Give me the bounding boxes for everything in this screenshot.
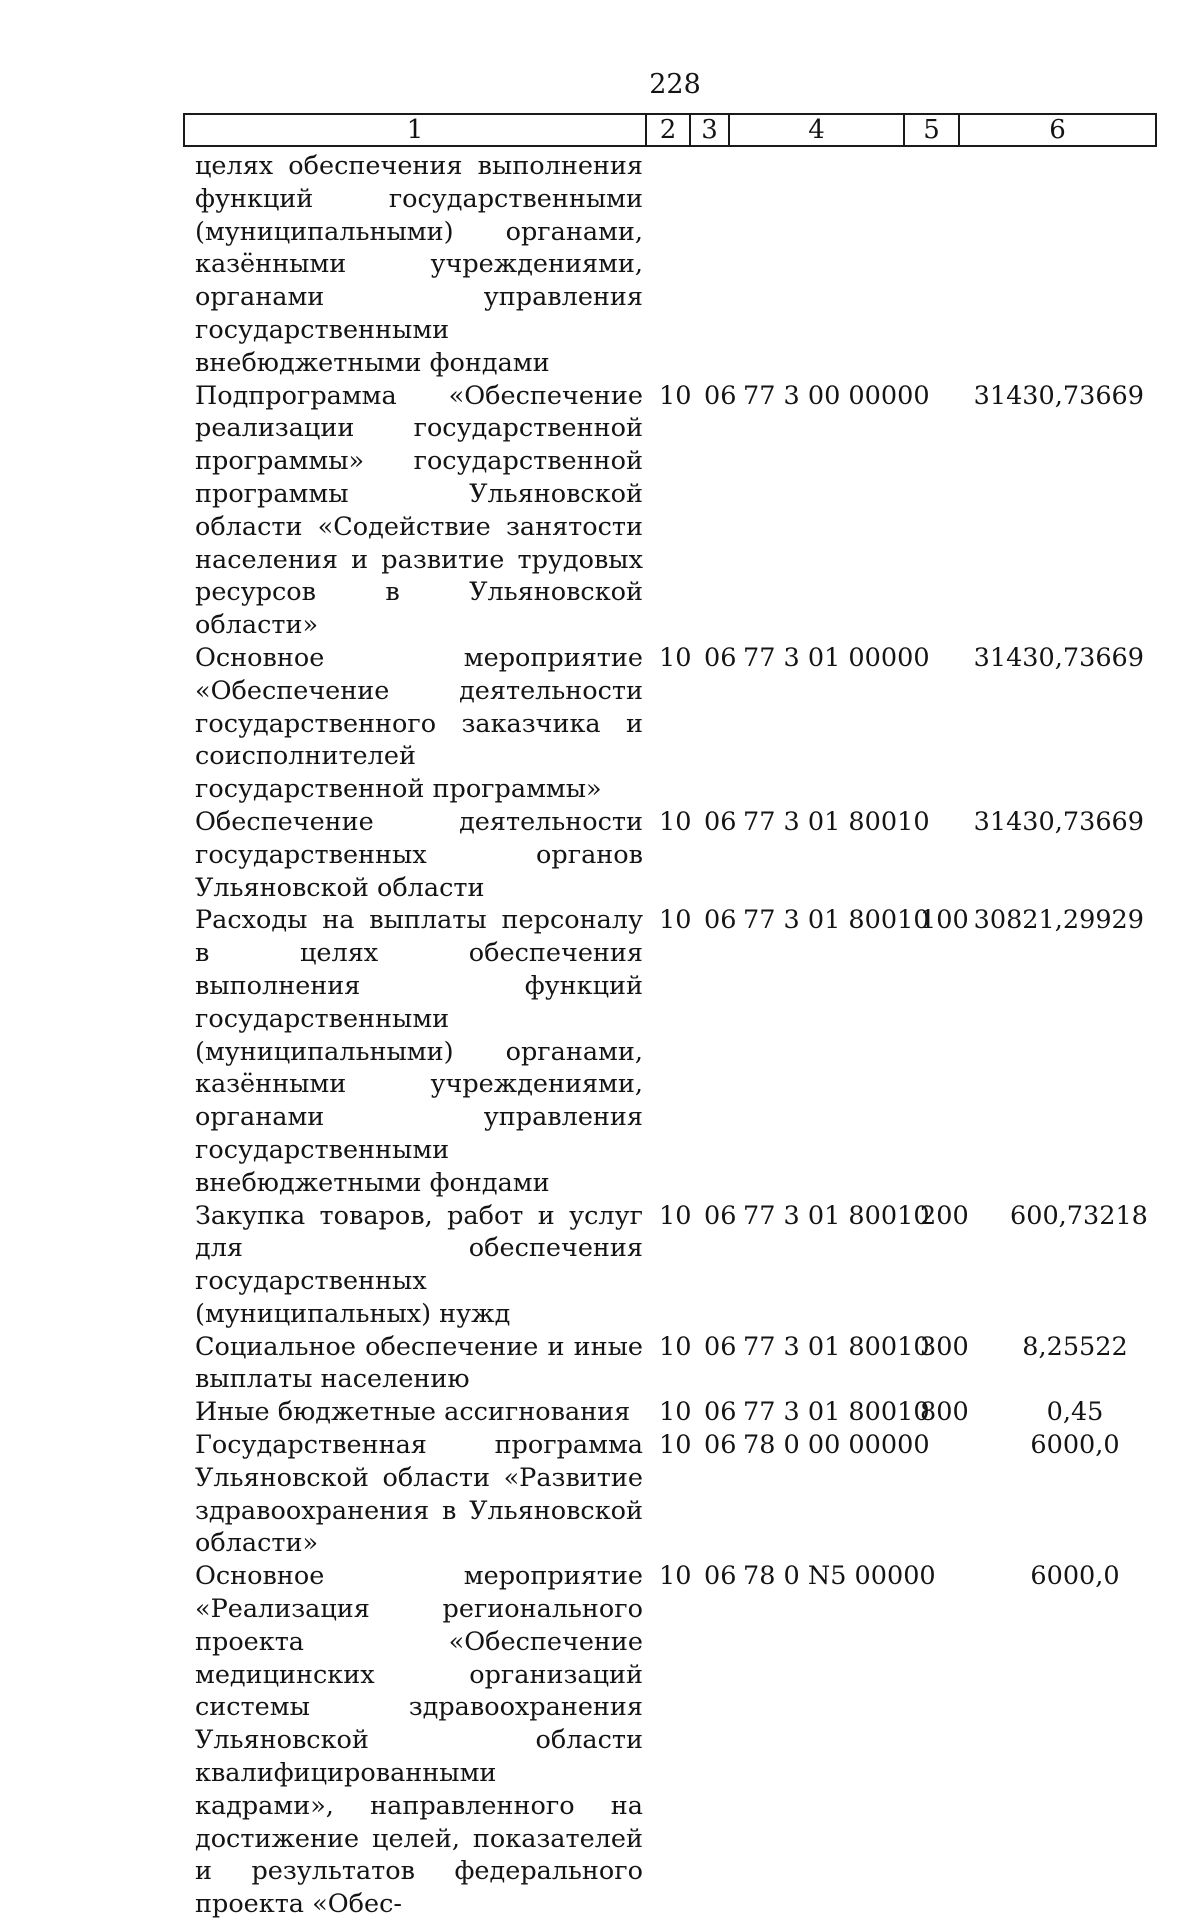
- row-sum: 600,73218: [1010, 1200, 1148, 1231]
- row-name: Иные бюджетные ассигнования: [195, 1397, 631, 1428]
- row-sum: 6000,0: [1030, 1561, 1120, 1592]
- row-razdel: 10: [659, 1397, 692, 1428]
- row-razdel: 10: [659, 1561, 692, 1592]
- column-header-table: [183, 113, 1157, 147]
- row-razdel: 10: [659, 806, 692, 837]
- row-name: Основное мероприятие «Обеспечение деятельности государственного заказчика и соисполнителей государственной программы»: [195, 642, 643, 805]
- table-row: [0, 1396, 1200, 1429]
- table-row: [0, 380, 1200, 642]
- table-row: [0, 806, 1200, 904]
- row-razdel: 10: [659, 1200, 692, 1231]
- row-sum: 31430,73669: [973, 806, 1144, 837]
- row-podrazdel: 06: [704, 380, 737, 411]
- column-header-2: 2: [646, 114, 690, 146]
- budget-table-body: [0, 150, 1200, 1921]
- row-sum: 31430,73669: [973, 380, 1144, 411]
- row-razdel: 10: [659, 642, 692, 673]
- row-razdel: 10: [659, 380, 692, 411]
- row-sum: 31430,73669: [973, 642, 1144, 673]
- table-row: [0, 1429, 1200, 1560]
- row-podrazdel: 06: [704, 642, 737, 673]
- row-podrazdel: 06: [704, 1331, 737, 1362]
- row-target-article: 77 3 01 00000: [743, 642, 930, 673]
- row-name: целях обеспечения выполнения функций государственными (муниципальными) органами, казёнными учреждениями, органами управления государственными внебюджетными фондами: [195, 151, 643, 378]
- row-target-article: 77 3 01 80010: [743, 1331, 930, 1362]
- row-razdel: 10: [659, 1331, 692, 1362]
- column-header-3: 3: [690, 114, 729, 146]
- row-podrazdel: 06: [704, 1397, 737, 1428]
- row-sum: 30821,29929: [973, 905, 1144, 936]
- column-header-4: 4: [729, 114, 904, 146]
- table-row: [0, 642, 1200, 806]
- table-row: [0, 1560, 1200, 1921]
- row-target-article: 77 3 01 80010: [743, 1200, 930, 1231]
- column-header-row: [184, 114, 1156, 146]
- row-sum: 0,45: [1046, 1397, 1104, 1428]
- column-header-6: 6: [959, 114, 1156, 146]
- row-razdel: 10: [659, 1430, 692, 1461]
- row-sum: 8,25522: [1022, 1331, 1128, 1362]
- row-podrazdel: 06: [704, 905, 737, 936]
- column-header-5: 5: [904, 114, 959, 146]
- row-name: Обеспечение деятельности государственных органов Ульяновской области: [195, 806, 643, 903]
- row-expense-type: 300: [920, 1331, 969, 1362]
- row-target-article: 77 3 00 00000: [743, 380, 930, 411]
- row-expense-type: 800: [920, 1397, 969, 1428]
- row-sum: 6000,0: [1030, 1430, 1120, 1461]
- row-expense-type: 100: [920, 905, 969, 936]
- row-podrazdel: 06: [704, 1430, 737, 1461]
- row-razdel: 10: [659, 905, 692, 936]
- row-target-article: 78 0 00 00000: [743, 1430, 930, 1461]
- table-row: [0, 1331, 1200, 1397]
- row-name: Основное мероприятие «Реализация регионального проекта «Обеспечение медицинских организаций системы здравоохранения Ульяновской области квалифицированными кадрами», направленного на достижение целей, показателей и результатов федерального проекта «Обес-: [195, 1561, 643, 1920]
- row-name: Закупка товаров, работ и услуг для обеспечения государственных (муниципальных) нужд: [195, 1200, 643, 1329]
- row-podrazdel: 06: [704, 806, 737, 837]
- row-name: Подпрограмма «Обеспечение реализации государственной программы» государственной программы Ульяновской области «Содействие занятости населения и развитие трудовых ресурсов в Ульяновской области»: [195, 380, 643, 641]
- row-podrazdel: 06: [704, 1561, 737, 1592]
- row-target-article: 77 3 01 80010: [743, 806, 930, 837]
- row-target-article: 77 3 01 80010: [743, 1397, 930, 1428]
- row-name: Государственная программа Ульяновской области «Развитие здравоохранения в Ульяновской области»: [195, 1430, 643, 1559]
- row-podrazdel: 06: [704, 1200, 737, 1231]
- table-row: [0, 1200, 1200, 1331]
- table-row: [0, 150, 1200, 380]
- table-row: [0, 904, 1200, 1199]
- page-number: 228: [649, 69, 701, 100]
- row-expense-type: 200: [920, 1200, 969, 1231]
- column-header-1: 1: [184, 114, 646, 146]
- row-target-article: 78 0 N5 00000: [743, 1561, 936, 1592]
- row-target-article: 77 3 01 80010: [743, 905, 930, 936]
- row-name: Социальное обеспечение и иные выплаты населению: [195, 1331, 643, 1395]
- row-name: Расходы на выплаты персоналу в целях обеспечения выполнения функций государственными (муниципальными) органами, казёнными учреждениями, органами управления государственными внебюджетными фондами: [195, 905, 643, 1198]
